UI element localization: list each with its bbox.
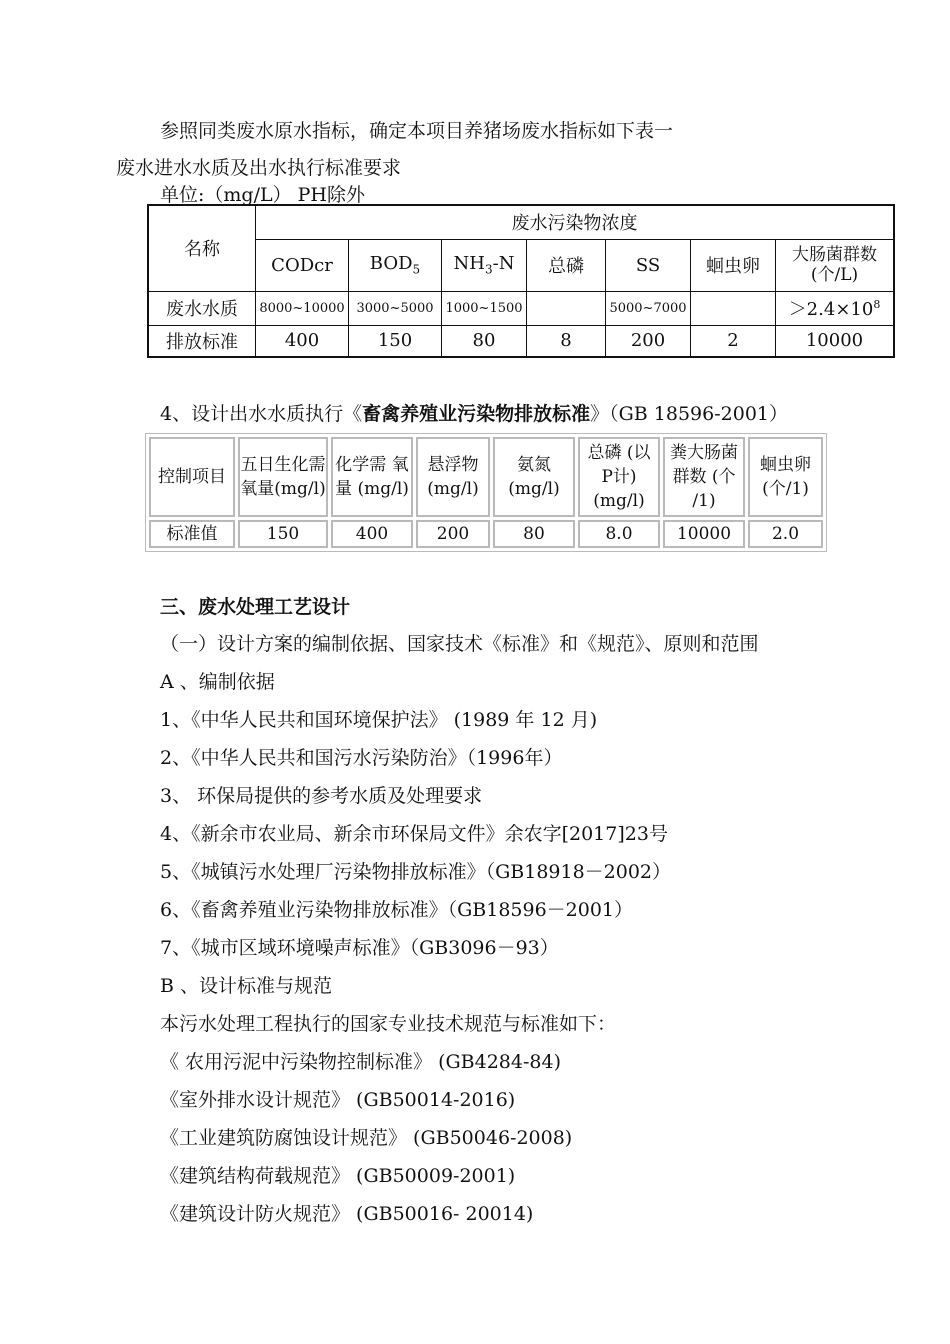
intro-line-2: 废水进水水质及出水执行标准要求 — [116, 157, 402, 179]
spec-item: 《 农用污泥中污染物控制标准》 (GB4284-84) — [160, 1051, 561, 1073]
pollutant-concentration-header: 废水污染物浓度 — [256, 205, 895, 239]
table-cell — [691, 291, 776, 325]
table-cell: 10000 — [663, 520, 745, 548]
table-cell — [527, 291, 606, 325]
table-cell: 10000 — [776, 325, 895, 357]
table-row — [149, 520, 823, 548]
part-b-intro: 本污水处理工程执行的国家专业技术规范与标准如下： — [160, 1013, 617, 1035]
intro-line-1: 参照同类废水原水指标，确定本项目养猪场废水指标如下表一 — [160, 120, 674, 142]
col-nh3n: $NH_3-N$ — [442, 239, 527, 291]
list-item: 7、《城市区域环境噪声标准》（GB3096－93） — [160, 937, 559, 959]
header-cod: 化学需 氧 量 (mg/l) — [331, 437, 413, 517]
table-cell: 80 — [493, 520, 575, 548]
wastewater-quality-table — [147, 204, 895, 358]
standard-line: 4、设计出水水质执行《畜禽养殖业污染物排放标准》（GB 18596-2001） — [160, 403, 789, 425]
col-total-phosphorus: 总磷 — [527, 239, 606, 291]
list-item: 4、《新余市农业局、新余市环保局文件》余农字[2017]23号 — [160, 823, 668, 845]
spec-item: 《建筑结构荷载规范》 (GB50009-2001) — [160, 1165, 516, 1187]
col-bod5: $BOD_5$ — [349, 239, 442, 291]
table-cell: 400 — [256, 325, 349, 357]
row-label: 标准值 — [149, 520, 235, 548]
list-item: 3、 环保局提供的参考水质及处理要求 — [160, 785, 483, 807]
table-cell: 1000~1500 — [442, 291, 527, 325]
table-cell: 8.0 — [578, 520, 660, 548]
header-fecal-coliform: 粪大肠菌 群数 (个 /1) — [663, 437, 745, 517]
table-cell: $>2.4\times 10^8$ — [776, 291, 895, 325]
part-b-heading: B 、设计标准与规范 — [160, 975, 333, 997]
discharge-standard-table — [145, 433, 827, 552]
list-item: 2、《中华人民共和国污水污染防治》（1996年） — [160, 747, 563, 769]
list-item: 5、《城镇污水处理厂污染物排放标准》（GB18918－2002） — [160, 861, 672, 883]
name-header: 名称 — [148, 205, 256, 291]
table-cell: 2.0 — [748, 520, 823, 548]
section-title: 三、废水处理工艺设计 — [160, 596, 351, 618]
spec-item: 《建筑设计防火规范》 (GB50016- 20014) — [160, 1203, 534, 1225]
list-item: 1、《中华人民共和国环境保护法》 (1989 年 12 月) — [160, 709, 598, 731]
header-suspended-solids: 悬浮物 (mg/l) — [416, 437, 490, 517]
table-cell: 150 — [238, 520, 328, 548]
spec-item: 《室外排水设计规范》 (GB50014-2016) — [160, 1089, 516, 1111]
table-cell: 2 — [691, 325, 776, 357]
col-ss: SS — [606, 239, 691, 291]
table-cell: 8000~10000 — [256, 291, 349, 325]
table-row — [148, 325, 894, 357]
col-roundworm-eggs: 蛔虫卵 — [691, 239, 776, 291]
col-fecal-coliform: 大肠菌群数 (个/L) — [776, 239, 895, 291]
header-control-item: 控制项目 — [149, 437, 235, 517]
table-cell: 80 — [442, 325, 527, 357]
table-cell: 5000~7000 — [606, 291, 691, 325]
row-label: 废水水质 — [148, 291, 256, 325]
table-cell: 8 — [527, 325, 606, 357]
table-cell: 200 — [416, 520, 490, 548]
header-total-phosphorus: 总磷 (以 P计) (mg/l) — [578, 437, 660, 517]
part-a-heading: A 、编制依据 — [160, 671, 275, 693]
unit-note: 单位:（mg/L） PH除外 — [160, 184, 365, 206]
spec-item: 《工业建筑防腐蚀设计规范》 (GB50046-2008) — [160, 1127, 573, 1149]
table-cell: 150 — [349, 325, 442, 357]
list-item: 6、《畜禽养殖业污染物排放标准》（GB18596－2001） — [160, 899, 634, 921]
header-ammonia-nitrogen: 氨氮 (mg/l) — [493, 437, 575, 517]
table-cell: 400 — [331, 520, 413, 548]
col-codcr: CODcr — [256, 239, 349, 291]
table-row — [148, 291, 894, 325]
section-subtitle: （一）设计方案的编制依据、国家技术《标准》和《规范》、原则和范围 — [160, 633, 759, 655]
table-cell: 3000~5000 — [349, 291, 442, 325]
header-bod5: 五日生化需 氧量(mg/l) — [238, 437, 328, 517]
row-label: 排放标准 — [148, 325, 256, 357]
header-roundworm-eggs: 蛔虫卵 (个/1) — [748, 437, 823, 517]
table-cell: 200 — [606, 325, 691, 357]
